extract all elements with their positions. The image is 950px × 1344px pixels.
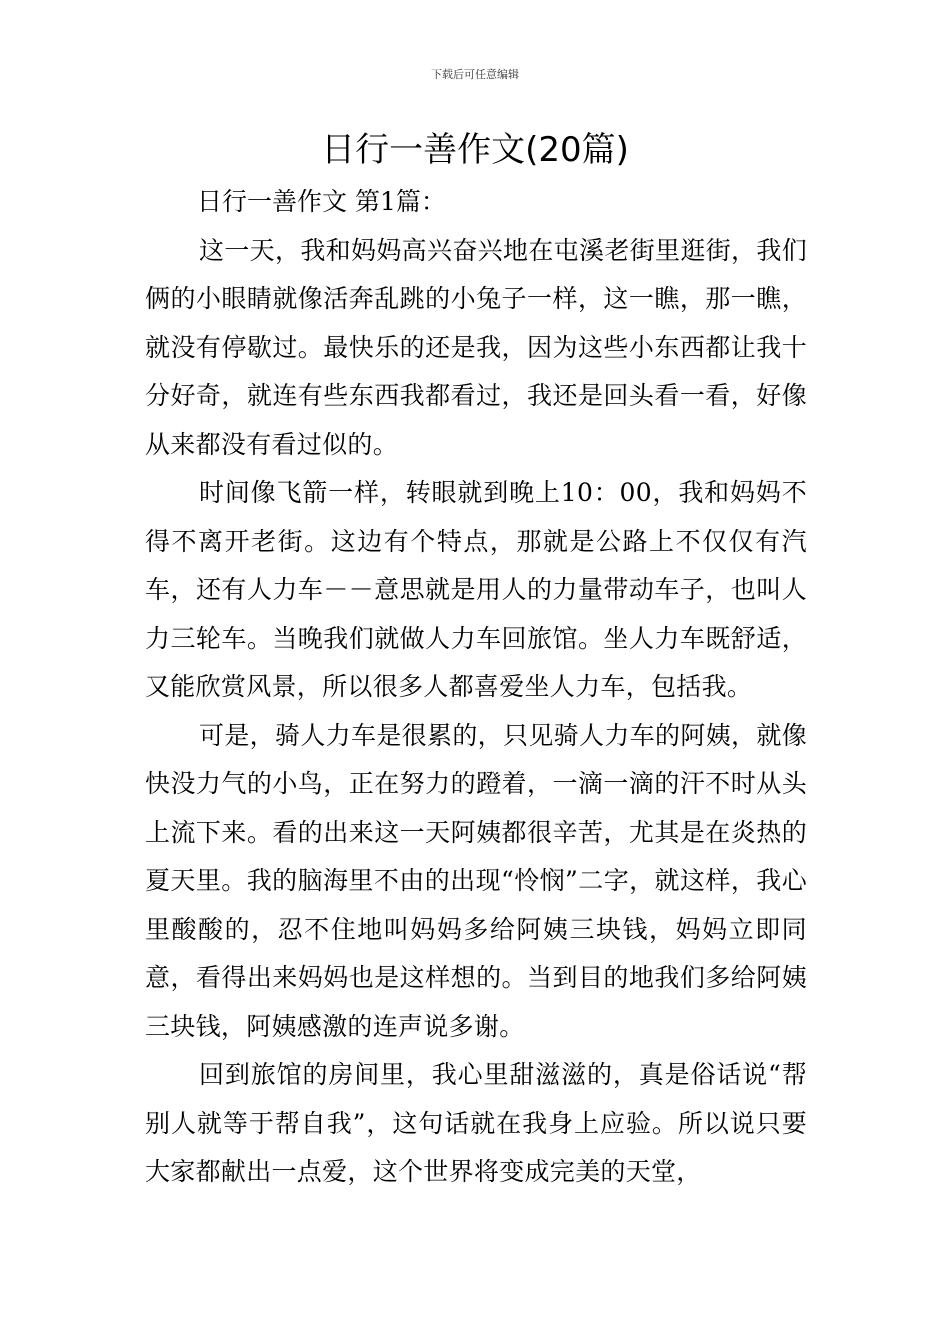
header-note: 下载后可任意编辑	[431, 68, 519, 81]
document-title: 日行一善作文(20篇)	[321, 130, 629, 170]
document-body	[145, 178, 807, 1197]
paragraph-1: 这一天，我和妈妈高兴奋兴地在屯溪老街里逛街，我们俩的小眼睛就像活奔乱跳的小兔子一样，这一瞧，那一瞧，就没有停歇过。最快乐的还是我，因为这些小东西都让我十分好奇，就连有些东西我都看过，我还是回头看一看，好像从来都没有看过似的。	[145, 235, 807, 459]
paragraph-2: 时间像飞箭一样，转眼就到晚上10：00，我和妈妈不得不离开老街。这边有个特点，那就是公路上不仅仅有汽车，还有人力车－－意思就是用人的力量带动车子，也叫人力三轮车。当晚我们就做人力车回旅馆。坐人力车既舒适，又能欣赏风景，所以很多人都喜爱坐人力车，包括我。	[145, 478, 807, 701]
paragraph-3: 可是，骑人力车是很累的，只见骑人力车的阿姨，就像快没力气的小鸟，正在努力的蹬着，一滴一滴的汗不时从头上流下来。看的出来这一天阿姨都很辛苦，尤其是在炎热的夏天里。我的脑海里不由的出现“怜悯”二字，就这样，我心里酸酸的，忍不住地叫妈妈多给阿姨三块钱，妈妈立即同意，看得出来妈妈也是这样想的。当到目的地我们多给阿姨三块钱，阿姨感激的连声说多谢。	[145, 720, 807, 1041]
paragraph-4: 回到旅馆的房间里，我心里甜滋滋的，真是俗话说“帮别人就等于帮自我”，这句话就在我身上应验。所以说只要大家都献出一点爱，这个世界将变成完美的天堂，	[145, 1060, 807, 1186]
section-subtitle: 日行一善作文 第1篇：	[197, 187, 446, 216]
